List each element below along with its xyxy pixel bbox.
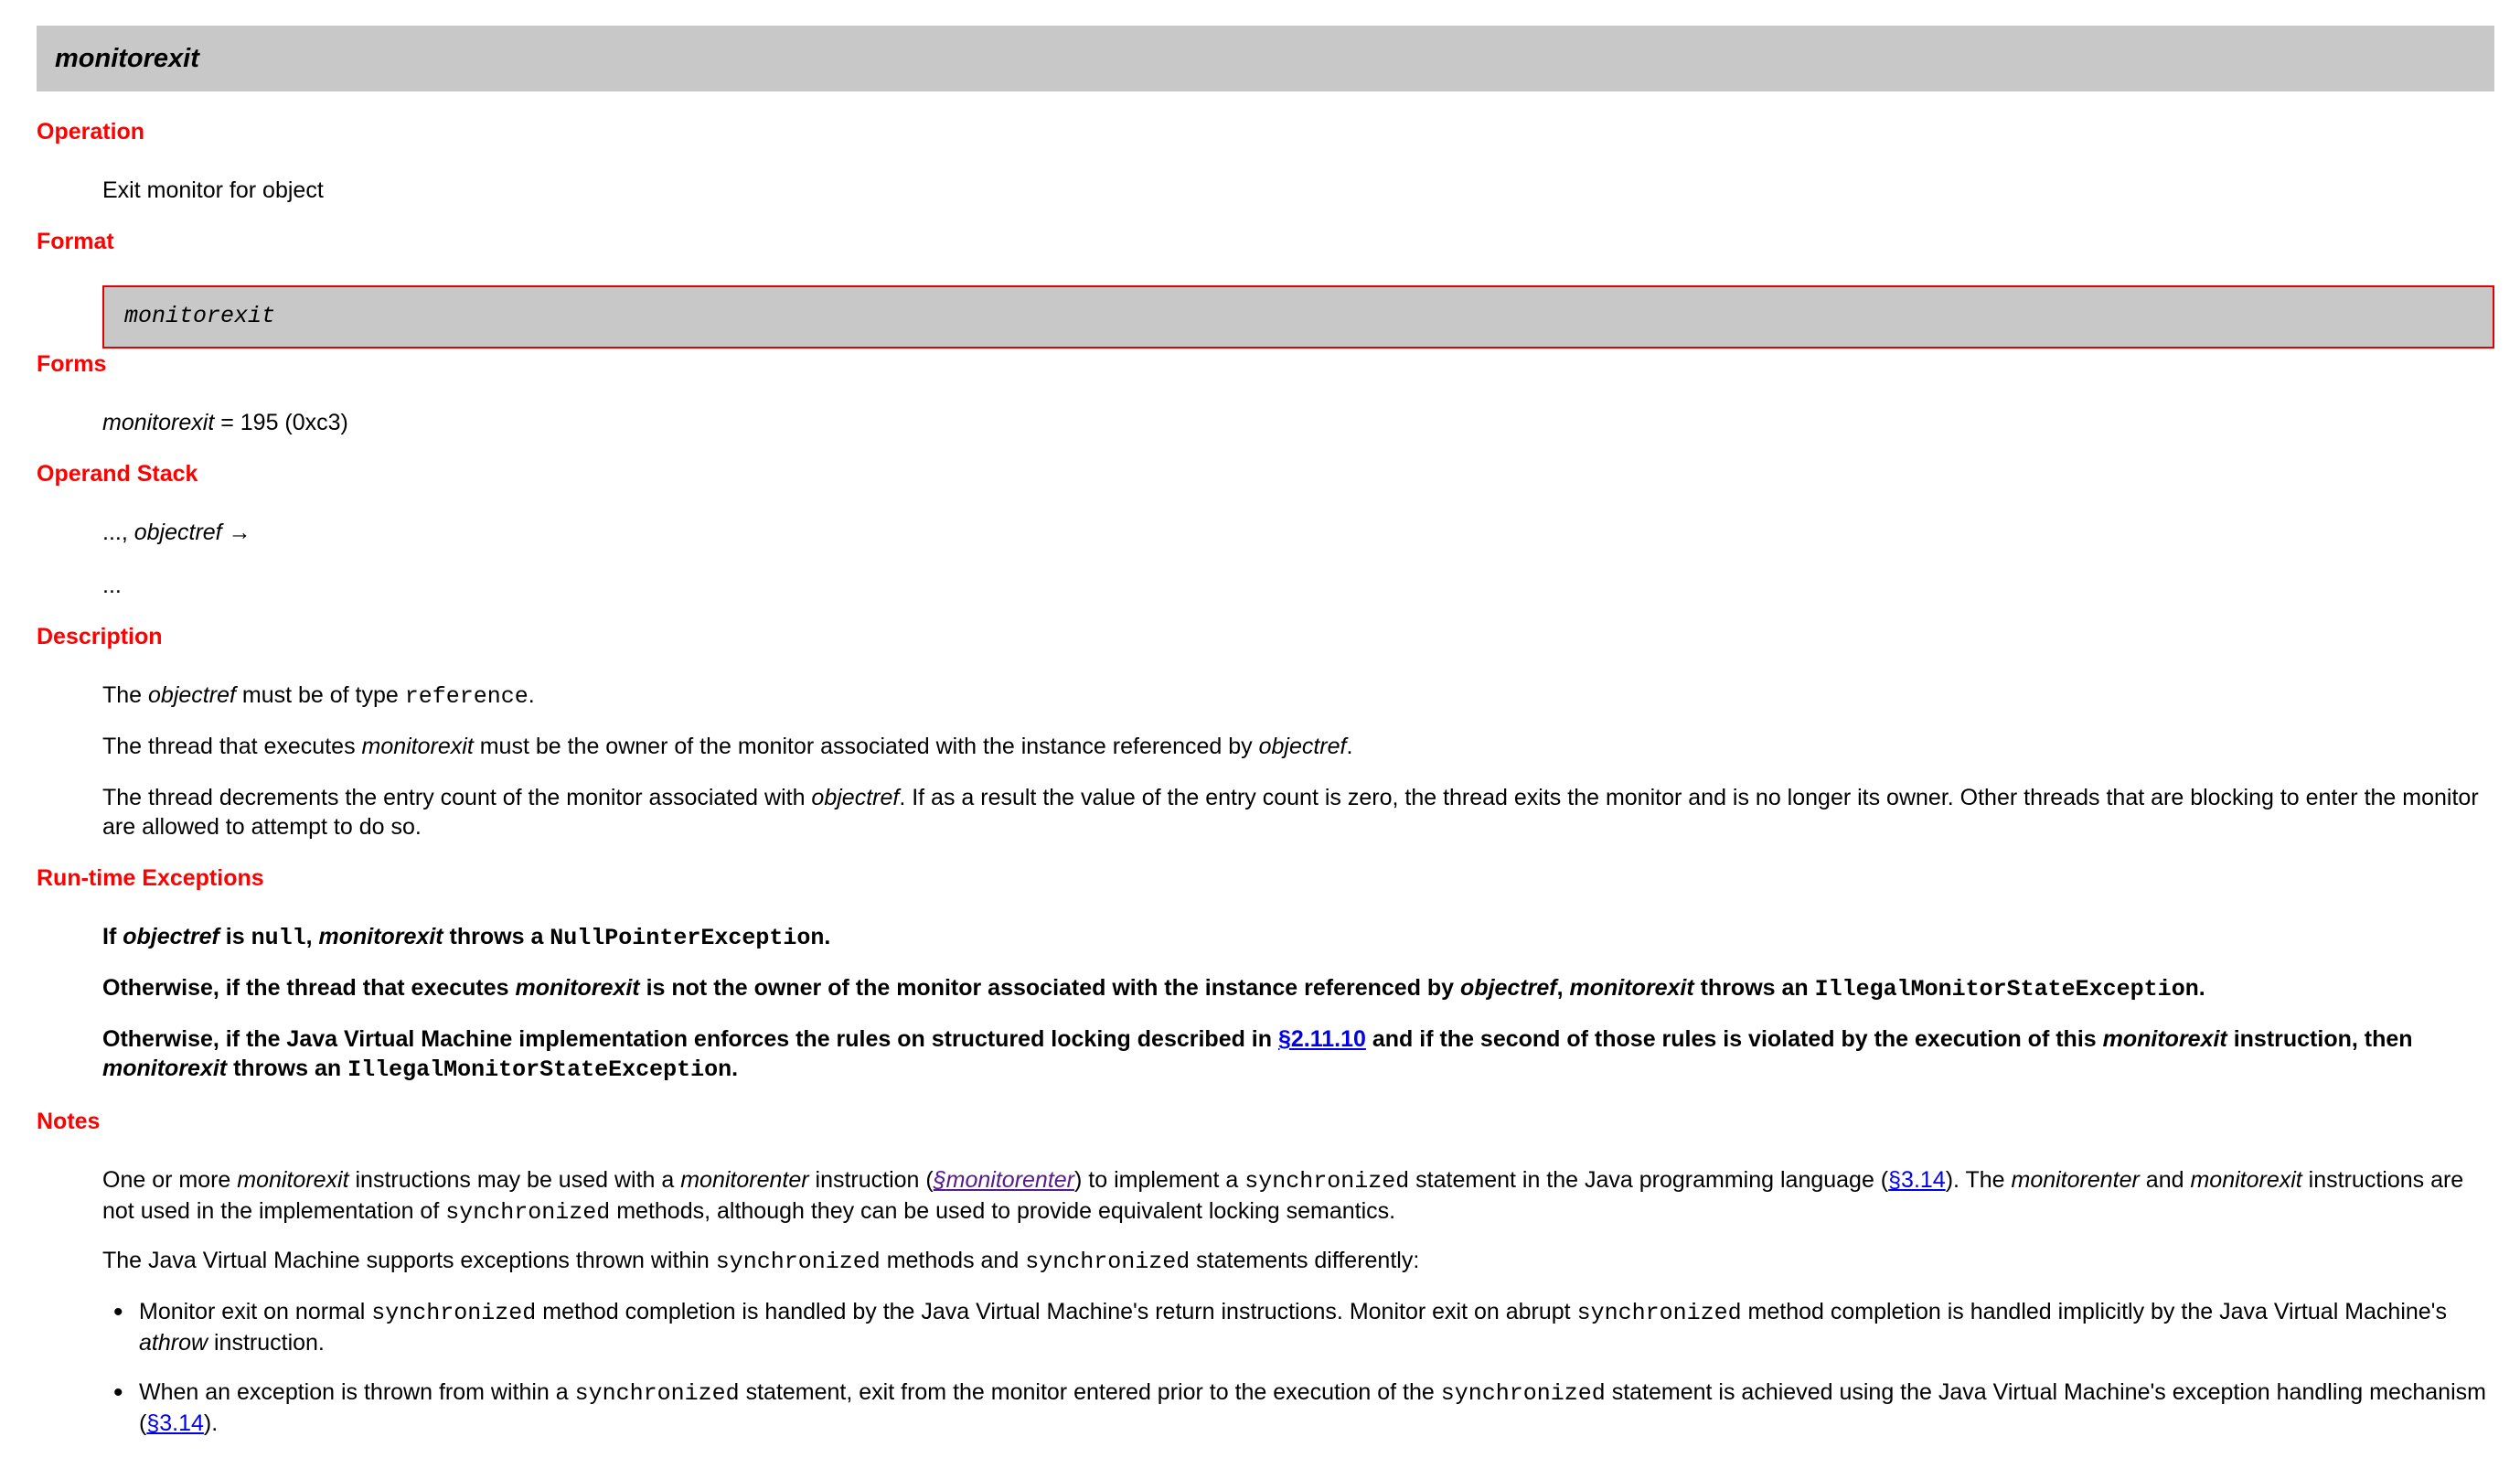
operand-stack-after: ...	[102, 573, 122, 598]
link-3-14-b[interactable]: §3.14	[146, 1410, 204, 1436]
description-p1: The objectref must be of type reference.	[102, 682, 535, 710]
title-bar	[37, 26, 2494, 91]
operation-text: Exit monitor for object	[102, 177, 324, 203]
forms-text	[102, 408, 2489, 437]
heading-operand-stack: Operand Stack	[37, 461, 198, 487]
heading-operation: Operation	[37, 119, 145, 145]
operand-prefix: ...,	[102, 520, 134, 545]
operand-stack-before	[102, 518, 2489, 547]
link-2-11-10[interactable]: §2.11.10	[1277, 1026, 1366, 1052]
description-p3: The thread decrements the entry count of the monitor associated with objectref. If as a result the value of the entry count is zero, the thread exits the monitor and is no longer its owner. Other threads that are blocking to enter the monitor are allowed to attempt to do so.	[102, 785, 2479, 840]
description-p2: The thread that executes monitorexit must be the owner of the monitor associated with the instance referenced by objectref.	[102, 734, 1353, 759]
exception-1: If objectref is null, monitorexit throws a NullPointerException.	[102, 924, 831, 951]
heading-format: Format	[37, 229, 114, 254]
exception-3: Otherwise, if the Java Virtual Machine implementation enforces the rules on structured locking described in §2.11.10 and if the second of those rules is violated by the execution of this monitorexit instruction, then monitorexit throws an IllegalMonitorStateException.	[102, 1026, 2413, 1083]
link-3-14[interactable]: §3.14	[1888, 1167, 1946, 1193]
bullet-icon: •	[113, 1378, 123, 1408]
heading-runtime-exceptions: Run-time Exceptions	[37, 865, 264, 891]
heading-forms: Forms	[37, 351, 107, 377]
forms-value: = 195 (0xc3)	[214, 410, 348, 435]
format-box	[102, 285, 2494, 348]
bullet-icon: •	[113, 1297, 123, 1327]
exception-2: Otherwise, if the thread that executes monitorexit is not the owner of the monitor associated with the instance referenced by objectref, monitorexit throws an IllegalMonitorStateException.	[102, 975, 2205, 1002]
heading-description: Description	[37, 624, 163, 649]
operand-var: objectref	[133, 520, 222, 545]
notes-p1: One or more monitorexit instructions may be used with a monitorenter instruction (§monitorenter) to implement a synchronized statement in the Java programming language (§3.14). The monitorenter and monitorexit instructions are not used in the implementation of synchronized methods, although they can be used to provide equivalent locking semantics.	[102, 1167, 2464, 1226]
notes-bullet-1: Monitor exit on normal synchronized method completion is handled by the Java Virtual Machine's return instructions. Monitor exit on abrupt synchronized method completion is handled implicitly by the Java Virtual Machine's athrow instruction.	[139, 1299, 2447, 1356]
format-text: monitorexit	[124, 303, 276, 329]
link-monitorenter[interactable]: §monitorenter	[933, 1167, 1075, 1193]
page-title: monitorexit	[55, 44, 199, 73]
arrow-icon: →	[221, 520, 251, 545]
notes-bullet-2: When an exception is thrown from within a synchronized statement, exit from the monitor entered prior to the execution of the synchronized statement is achieved using the Java Virtual Machine's exception handling mechanism (§3.14).	[139, 1379, 2486, 1436]
notes-p2: The Java Virtual Machine supports exceptions thrown within synchronized methods and synchronized statements differently:	[102, 1248, 1420, 1275]
forms-name: monitorexit	[102, 410, 215, 435]
heading-notes: Notes	[37, 1109, 101, 1134]
